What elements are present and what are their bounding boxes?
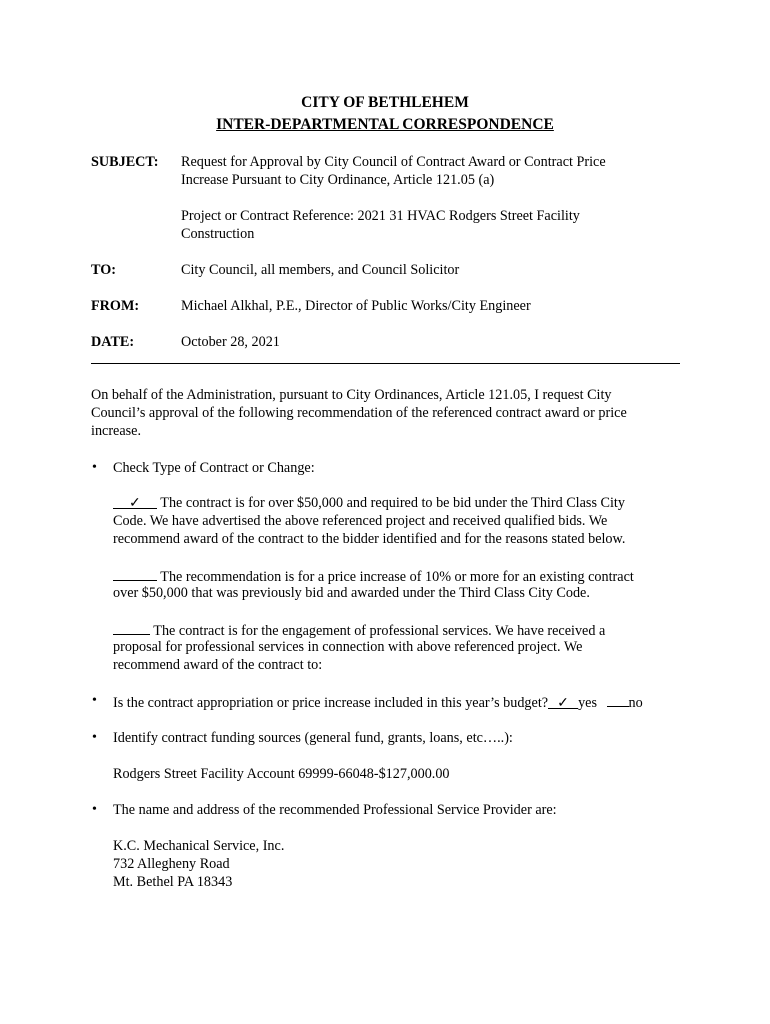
intro-line-3: increase. <box>91 423 142 439</box>
check-mark-icon: ✓ <box>129 495 141 511</box>
to-label: TO: <box>91 262 116 278</box>
no-label: no <box>628 695 643 711</box>
option-price-text: The recommendation is for a price increase of 10% or more for an existing contract <box>157 569 634 585</box>
from-label: FROM: <box>91 298 140 314</box>
contract-type-heading: Check Type of Contract or Change: <box>113 460 315 476</box>
option-professional-services <box>113 620 683 640</box>
checkbox-price-increase[interactable] <box>113 566 157 581</box>
provider-street: 732 Allegheny Road <box>113 856 230 872</box>
option-bid-contract <box>113 494 683 512</box>
reference-line-2: Construction <box>181 226 255 242</box>
checkbox-budget-yes[interactable] <box>548 694 578 709</box>
checkbox-professional-services[interactable] <box>113 620 150 635</box>
bullet-dot-icon: • <box>92 802 97 817</box>
provider-name: K.C. Mechanical Service, Inc. <box>113 838 285 854</box>
funding-sources-heading: Identify contract funding sources (general fund, grants, loans, etc…..): <box>113 730 513 746</box>
subject-line-1: Request for Approval by City Council of Contract Award or Contract Price <box>181 154 606 170</box>
intro-line-2: Council’s approval of the following recommendation of the referenced contract award or price <box>91 405 627 421</box>
provider-heading: The name and address of the recommended Professional Service Provider are: <box>113 802 557 818</box>
intro-line-1: On behalf of the Administration, pursuant to City Ordinances, Article 121.05, I request City <box>91 387 612 403</box>
option-bid-line-2: Code. We have advertised the above referenced project and received qualified bids. We <box>113 513 608 529</box>
subject-line-2: Increase Pursuant to City Ordinance, Article 121.05 (a) <box>181 172 495 188</box>
option-price-line-2: over $50,000 that was previously bid and awarded under the Third Class City Code. <box>113 585 590 601</box>
option-professional-line-3: recommend award of the contract to: <box>113 657 323 673</box>
provider-city: Mt. Bethel PA 18343 <box>113 874 233 890</box>
option-bid-text: The contract is for over $50,000 and required to be bid under the Third Class City <box>157 495 625 511</box>
option-bid-line-3: recommend award of the contract to the bidder identified and for the reasons stated below. <box>113 531 626 547</box>
to-value: City Council, all members, and Council Solicitor <box>181 262 460 278</box>
bullet-dot-icon: • <box>92 460 97 475</box>
budget-question-text: Is the contract appropriation or price increase included in this year’s budget? <box>113 695 549 711</box>
option-professional-line-2: proposal for professional services in connection with above referenced project. We <box>113 639 583 655</box>
option-price-increase <box>113 566 683 586</box>
subject-label: SUBJECT: <box>91 154 159 170</box>
bullet-dot-icon: • <box>92 730 97 745</box>
funding-account: Rodgers Street Facility Account 69999-66048-$127,000.00 <box>113 766 450 782</box>
check-mark-icon: ✓ <box>557 695 569 711</box>
reference-line-1: Project or Contract Reference: 2021 31 HVAC Rodgers Street Facility <box>181 208 580 224</box>
checkbox-bid-contract[interactable] <box>113 494 157 509</box>
from-value: Michael Alkhal, P.E., Director of Public Works/City Engineer <box>181 298 531 314</box>
header-divider <box>91 363 680 364</box>
correspondence-title: INTER-DEPARTMENTAL CORRESPONDENCE <box>216 116 554 133</box>
city-title: CITY OF BETHLEHEM <box>301 94 469 111</box>
date-label: DATE: <box>91 334 135 350</box>
budget-question <box>113 692 713 712</box>
bullet-dot-icon: • <box>92 693 97 708</box>
yes-label: yes <box>578 695 597 711</box>
checkbox-budget-no[interactable] <box>607 692 629 707</box>
option-professional-text: The contract is for the engagement of professional services. We have received a <box>150 623 606 639</box>
date-value: October 28, 2021 <box>181 334 280 350</box>
